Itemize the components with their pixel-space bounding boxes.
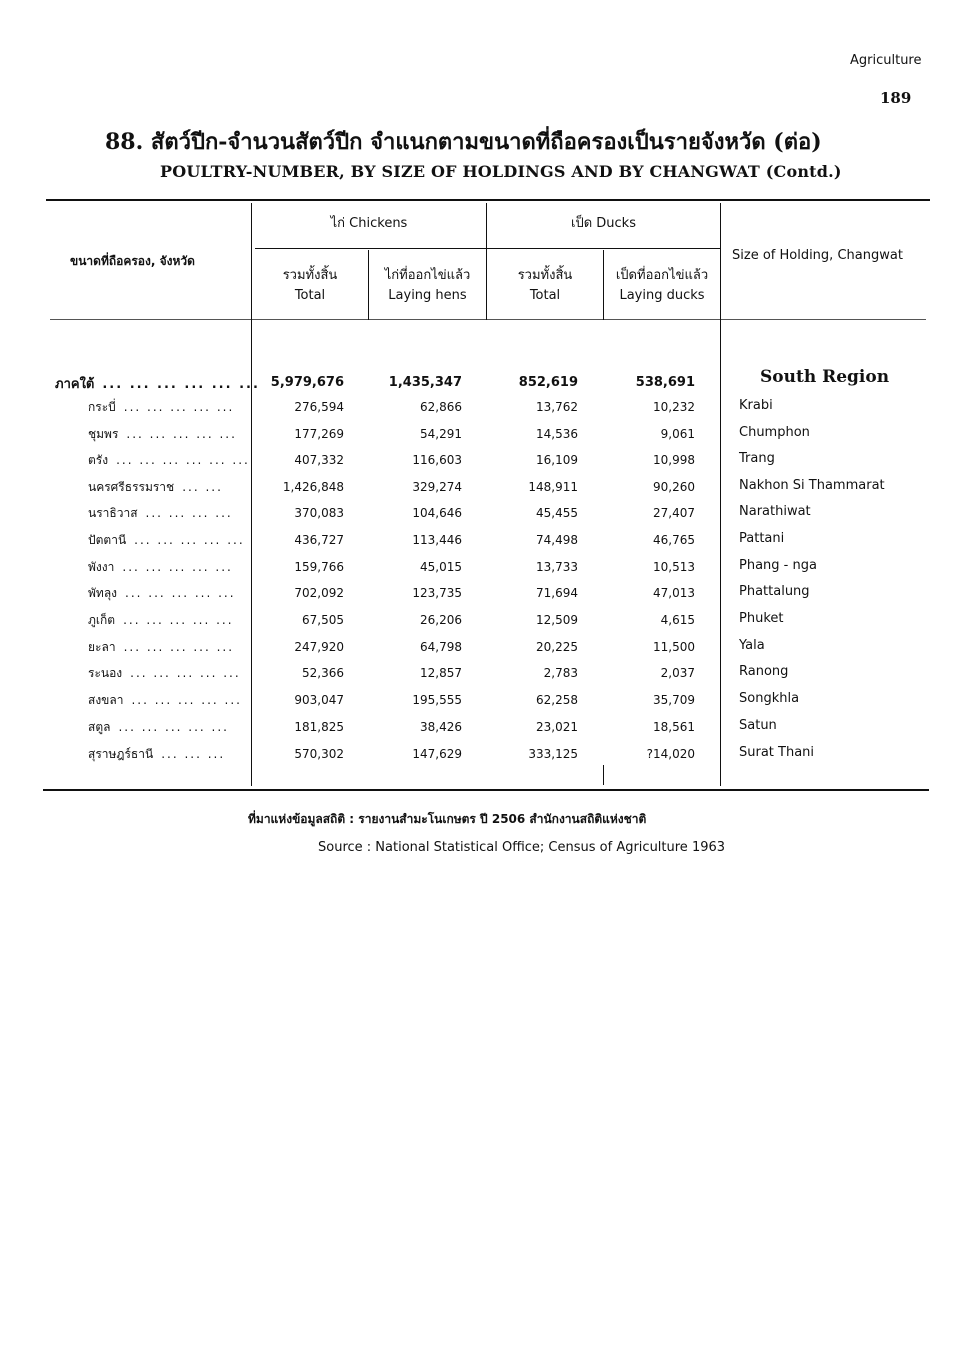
table-title-english: POULTRY-NUMBER, BY SIZE OF HOLDINGS AND BY CHANGWAT (Contd.) — [160, 162, 842, 181]
row-label-thai: ภูเก็ต ... ... ... ... ... — [88, 613, 234, 627]
row-label-english: Trang — [739, 451, 775, 466]
cell-ducks-total: 333,125 — [528, 747, 578, 761]
cell-chickens-total: 1,426,848 — [282, 480, 344, 494]
cell-laying-ducks: 35,709 — [653, 693, 695, 707]
cell-chickens-total: 5,979,676 — [270, 375, 344, 390]
cell-laying-hens: 113,446 — [412, 533, 462, 547]
table-row — [0, 638, 966, 665]
cell-laying-hens: 329,274 — [412, 480, 462, 494]
cell-laying-ducks: 11,500 — [653, 640, 695, 654]
cell-laying-ducks: 10,232 — [653, 400, 695, 414]
source-note-english: Source : National Statistical Office; Census of Agriculture 1963 — [318, 840, 726, 855]
row-label-thai: ระนอง ... ... ... ... ... — [88, 666, 241, 680]
cell-laying-hens: 54,291 — [420, 427, 462, 441]
table-title-thai: 88. สัตว์ปีก-จำนวนสัตว์ปีก จำแนกตามขนาดที่ถือครองเป็นรายจังหวัด (ต่อ) — [105, 129, 822, 155]
row-label-english: Yala — [739, 638, 765, 653]
cell-ducks-total: 23,021 — [536, 720, 578, 734]
cell-chickens-total: 159,766 — [294, 560, 344, 574]
cell-laying-hens: 123,735 — [412, 586, 462, 600]
column-header-english: Laying ducks — [619, 288, 705, 303]
cell-laying-hens: 38,426 — [420, 720, 462, 734]
row-label-english: South Region — [760, 367, 890, 387]
table-row — [0, 531, 966, 558]
cell-chickens-total: 67,505 — [302, 613, 344, 627]
column-header-thai: ไก่ที่ออกไข่แล้ว — [384, 268, 471, 283]
cell-laying-ducks: 9,061 — [660, 427, 695, 441]
cell-chickens-total: 407,332 — [294, 453, 344, 467]
cell-chickens-total: 177,269 — [294, 427, 344, 441]
row-label-thai: ปัตตานี ... ... ... ... ... — [88, 533, 245, 547]
cell-laying-hens: 104,646 — [412, 506, 462, 520]
stub-header-english: Size of Holding, Changwat — [732, 248, 903, 263]
row-label-english: Phattalung — [739, 584, 810, 599]
cell-ducks-total: 13,762 — [536, 400, 578, 414]
table-row — [0, 504, 966, 531]
table-row — [0, 664, 966, 691]
table-top-rule — [46, 199, 930, 201]
cell-laying-hens: 45,015 — [420, 560, 462, 574]
row-label-thai: พังงา ... ... ... ... ... — [88, 560, 233, 574]
table-row — [0, 425, 966, 452]
cell-laying-hens: 64,798 — [420, 640, 462, 654]
column-header-laying-ducks — [604, 266, 720, 306]
cell-ducks-total: 71,694 — [536, 586, 578, 600]
cell-laying-ducks: 538,691 — [635, 375, 695, 390]
cell-ducks-total: 852,619 — [518, 375, 578, 390]
cell-laying-ducks: 2,037 — [660, 666, 695, 680]
row-label-thai: ยะลา ... ... ... ... ... — [88, 640, 235, 654]
chickens-header: ไก่ Chickens — [330, 216, 408, 231]
row-label-english: Phuket — [739, 611, 784, 626]
cell-laying-hens: 1,435,347 — [388, 375, 462, 390]
cell-laying-hens: 12,857 — [420, 666, 462, 680]
cell-ducks-total: 45,455 — [536, 506, 578, 520]
cell-chickens-total: 247,920 — [294, 640, 344, 654]
cell-laying-ducks: 4,615 — [660, 613, 695, 627]
row-label-english: Phang - nga — [739, 558, 817, 573]
cell-chickens-total: 702,092 — [294, 586, 344, 600]
cell-laying-ducks: 10,998 — [653, 453, 695, 467]
row-label-english: Songkhla — [739, 691, 800, 706]
cell-laying-hens: 26,206 — [420, 613, 462, 627]
column-header-english: Total — [294, 288, 326, 303]
row-label-thai: กระบี่ ... ... ... ... ... — [88, 400, 235, 414]
cell-ducks-total: 148,911 — [528, 480, 578, 494]
row-label-thai: สุราษฎร์ธานี ... ... ... — [88, 747, 226, 761]
cell-chickens-total: 370,083 — [294, 506, 344, 520]
cell-ducks-total: 20,225 — [536, 640, 578, 654]
cell-laying-ducks: 47,013 — [653, 586, 695, 600]
row-label-english: Nakhon Si Thammarat — [739, 478, 885, 493]
cell-ducks-total: 74,498 — [536, 533, 578, 547]
row-label-english: Krabi — [739, 398, 773, 413]
row-label-english: Pattani — [739, 531, 785, 546]
table-row — [0, 584, 966, 611]
row-label-thai: ภาคใต้ ... ... ... ... ... ... — [55, 377, 260, 392]
row-label-english: Chumphon — [739, 425, 810, 440]
cell-laying-ducks: ?14,020 — [646, 747, 695, 761]
table-row — [0, 611, 966, 638]
ducks-header: เป็ด Ducks — [571, 216, 636, 231]
table-row — [0, 478, 966, 505]
source-note-thai: ที่มาแห่งข้อมูลสถิติ : รายงานสำมะโนเกษตร ปี 2506 สำนักงานสถิติแห่งชาติ — [248, 812, 647, 826]
cell-ducks-total: 62,258 — [536, 693, 578, 707]
row-label-english: Surat Thani — [739, 745, 815, 760]
header-subrule — [255, 248, 721, 249]
page-number: 189 — [880, 89, 912, 107]
row-label-thai: พัทลุง ... ... ... ... ... — [88, 586, 236, 600]
table-row — [0, 718, 966, 745]
stub-header-thai: ขนาดที่ถือครอง, จังหวัด — [70, 254, 195, 268]
table-bottom-rule — [43, 789, 929, 791]
row-label-thai: สตูล ... ... ... ... ... — [88, 720, 229, 734]
table-row — [0, 398, 966, 425]
section-label: Agriculture — [850, 53, 922, 68]
cell-ducks-total: 13,733 — [536, 560, 578, 574]
cell-ducks-total: 12,509 — [536, 613, 578, 627]
cell-chickens-total: 903,047 — [294, 693, 344, 707]
row-label-english: Ranong — [739, 664, 789, 679]
column-header-english: Laying hens — [388, 288, 467, 303]
row-label-thai: ชุมพร ... ... ... ... ... — [88, 427, 237, 441]
cell-ducks-total: 2,783 — [543, 666, 578, 680]
cell-laying-ducks: 46,765 — [653, 533, 695, 547]
cell-laying-hens: 62,866 — [420, 400, 462, 414]
column-header-ducks-total — [487, 266, 603, 306]
cell-chickens-total: 276,594 — [294, 400, 344, 414]
cell-chickens-total: 570,302 — [294, 747, 344, 761]
row-label-thai: ตรัง ... ... ... ... ... ... — [88, 453, 250, 467]
cell-laying-hens: 147,629 — [412, 747, 462, 761]
column-header-laying-hens — [369, 266, 486, 306]
cell-chickens-total: 52,366 — [302, 666, 344, 680]
cell-ducks-total: 14,536 — [536, 427, 578, 441]
row-label-thai: นครศรีธรรมราช ... ... — [88, 480, 223, 494]
cell-chickens-total: 436,727 — [294, 533, 344, 547]
row-label-english: Narathiwat — [739, 504, 811, 519]
row-label-thai: สงขลา ... ... ... ... ... — [88, 693, 242, 707]
column-header-thai: รวมทั้งสิ้น — [517, 268, 573, 283]
column-header-thai: รวมทั้งสิ้น — [282, 268, 338, 283]
column-header-thai: เป็ดที่ออกไข่แล้ว — [615, 268, 709, 283]
column-header-english: Total — [529, 288, 561, 303]
cell-ducks-total: 16,109 — [536, 453, 578, 467]
header-bottom-rule — [50, 319, 926, 320]
cell-laying-ducks: 27,407 — [653, 506, 695, 520]
row-label-thai: นราธิวาส ... ... ... ... — [88, 506, 233, 520]
table-row-region — [0, 367, 966, 400]
row-label-english: Satun — [739, 718, 777, 733]
table-row — [0, 691, 966, 718]
cell-laying-ducks: 10,513 — [653, 560, 695, 574]
table-row — [0, 451, 966, 478]
cell-laying-hens: 116,603 — [412, 453, 462, 467]
column-header-chickens-total — [252, 266, 368, 306]
table-row — [0, 745, 966, 772]
cell-laying-ducks: 18,561 — [653, 720, 695, 734]
cell-chickens-total: 181,825 — [294, 720, 344, 734]
table-row — [0, 558, 966, 585]
cell-laying-ducks: 90,260 — [653, 480, 695, 494]
cell-laying-hens: 195,555 — [412, 693, 462, 707]
